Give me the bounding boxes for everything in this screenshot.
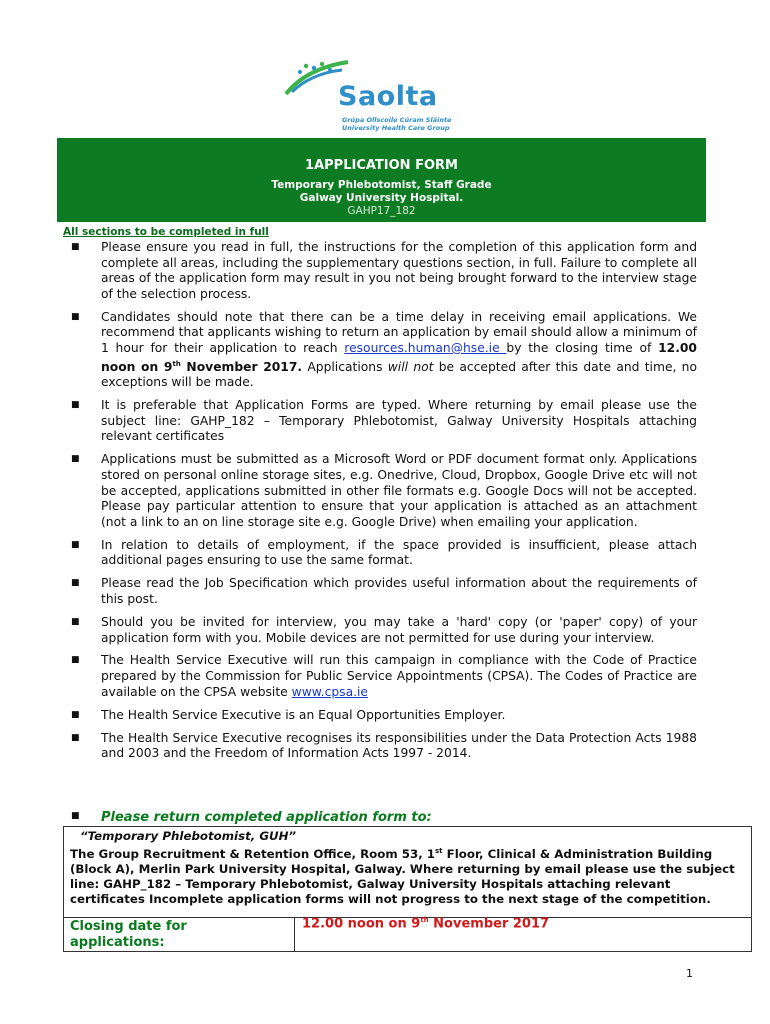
bullet-icon: ■ [71,732,80,743]
return-heading: Please return completed application form to: [101,810,432,825]
list-item: ■ Should you be invited for interview, you may take a 'hard' copy (or 'paper' copy) of your application form with you. Mobile devices are not permitted for use during your interview. [71,614,697,645]
bullet-icon: ■ [71,400,80,411]
list-item: ■ Please read the Job Specification which provides useful information about the requirements of this post. [71,576,697,606]
list-item: ■ The Health Service Executive is an Equal Opportunities Employer. [71,707,506,722]
bullet-icon: ■ [71,709,80,720]
logo-subtitle-english: University Health Care Group [342,124,450,132]
address-quote: “Temporary Phlebotomist, GUH” [80,829,297,843]
instructions-list [63,240,697,769]
sections-note: All sections to be completed in full [63,226,269,238]
logo-wordmark: Saolta [338,81,438,112]
bullet-icon: ■ [71,811,80,821]
page-number: 1 [686,967,693,980]
divider [294,917,295,952]
list-item: ■ The Health Service Executive will run this campaign in compliance with the Code of Practice prepared by the Commission for Public Service Appointments (CPSA). The Codes of Practice are available on the CPSA website www.cpsa.ie [71,653,697,699]
list-item: ■ It is preferable that Application Forms are typed. Where returning by email please use the subject line: GAHP_182 – Temporary Phlebotomist, Galway University Hospitals attaching relevant certificates [71,398,697,444]
closing-date-value: 12.00 noon on 9th November 2017 [302,916,550,932]
bullet-icon: ■ [71,616,80,627]
bullet-icon: ■ [71,578,80,589]
bullet-icon: ■ [71,655,80,666]
reference-code: GAHP17_182 [347,205,416,217]
deadline-text: 12.00 noon on 9th November 2017. [101,340,697,374]
bullet-icon: ■ [71,311,80,322]
address-body: The Group Recruitment & Retention Office, Room 53, 1st Floor, Clinical & Administration Building (Block A), Merlin Park University Hospital, Galway. Where returning by email please use the subject line: GAHP_182 – Temporary Phlebotomist, Galway University Hospitals attaching relevant certificates Incomplete application forms will not progress to the next stage of the competition. [70,846,735,906]
bullet-icon: ■ [71,539,80,550]
cpsa-website-link[interactable]: www.cpsa.ie [291,684,368,699]
list-item: ■ The Health Service Executive recognises its responsibilities under the Data Protection Acts 1988 and 2003 and the Freedom of Information Acts 1997 - 2014. [71,730,697,761]
return-address [70,829,744,907]
list-item: ■ In relation to details of employment, if the space provided is insufficient, please attach additional pages ensuring to use the same format. [71,537,697,568]
post-title: Temporary Phlebotomist, Staff Grade [271,179,492,191]
closing-date-label: Closing date for applications: [70,919,187,950]
list-item: ■ Applications must be submitted as a Microsoft Word or PDF document format only. Applications stored on personal online storage sites, e.g. Onedrive, Cloud, Dropbox, Google Drive etc will not be accepted, applications submitted in other file formats e.g. Google Docs will not be accepted. Please pay particular attention to ensure that your application is attached as an attachment (not a link to an on line storage site e.g. Google Drive) when emailing your application. [71,452,697,529]
list-item: ■ Please ensure you read in full, the instructions for the completion of this application form and complete all areas, including the supplementary questions section, in full. Failure to complete all areas of the application form may result in you not being brought forward to the interview stage of the selection process. [71,240,697,301]
email-link[interactable]: resources.human@hse.ie [344,340,507,355]
return-address-box [63,826,752,952]
bullet-icon: ■ [71,454,80,465]
bullet-icon: ■ [71,242,80,252]
logo-subtitle-irish: Grúpa Ollscoile Cúram Sláinte [342,116,452,124]
list-item: ■ Candidates should note that there can be a time delay in receiving email applications. We recommend that applicants wishing to return an application by email should allow a minimum of 1 hour for their application to reach resources.human@hse.ie by the closing time of 12.00 noon on 9th November 2017. Applications will not be accepted after this date and time, no exceptions will be made. [71,309,697,390]
form-header-banner [57,138,706,222]
saolta-logo [282,58,482,136]
hospital-name: Galway University Hospital. [299,192,464,204]
form-title: 1APPLICATION FORM [305,158,458,173]
